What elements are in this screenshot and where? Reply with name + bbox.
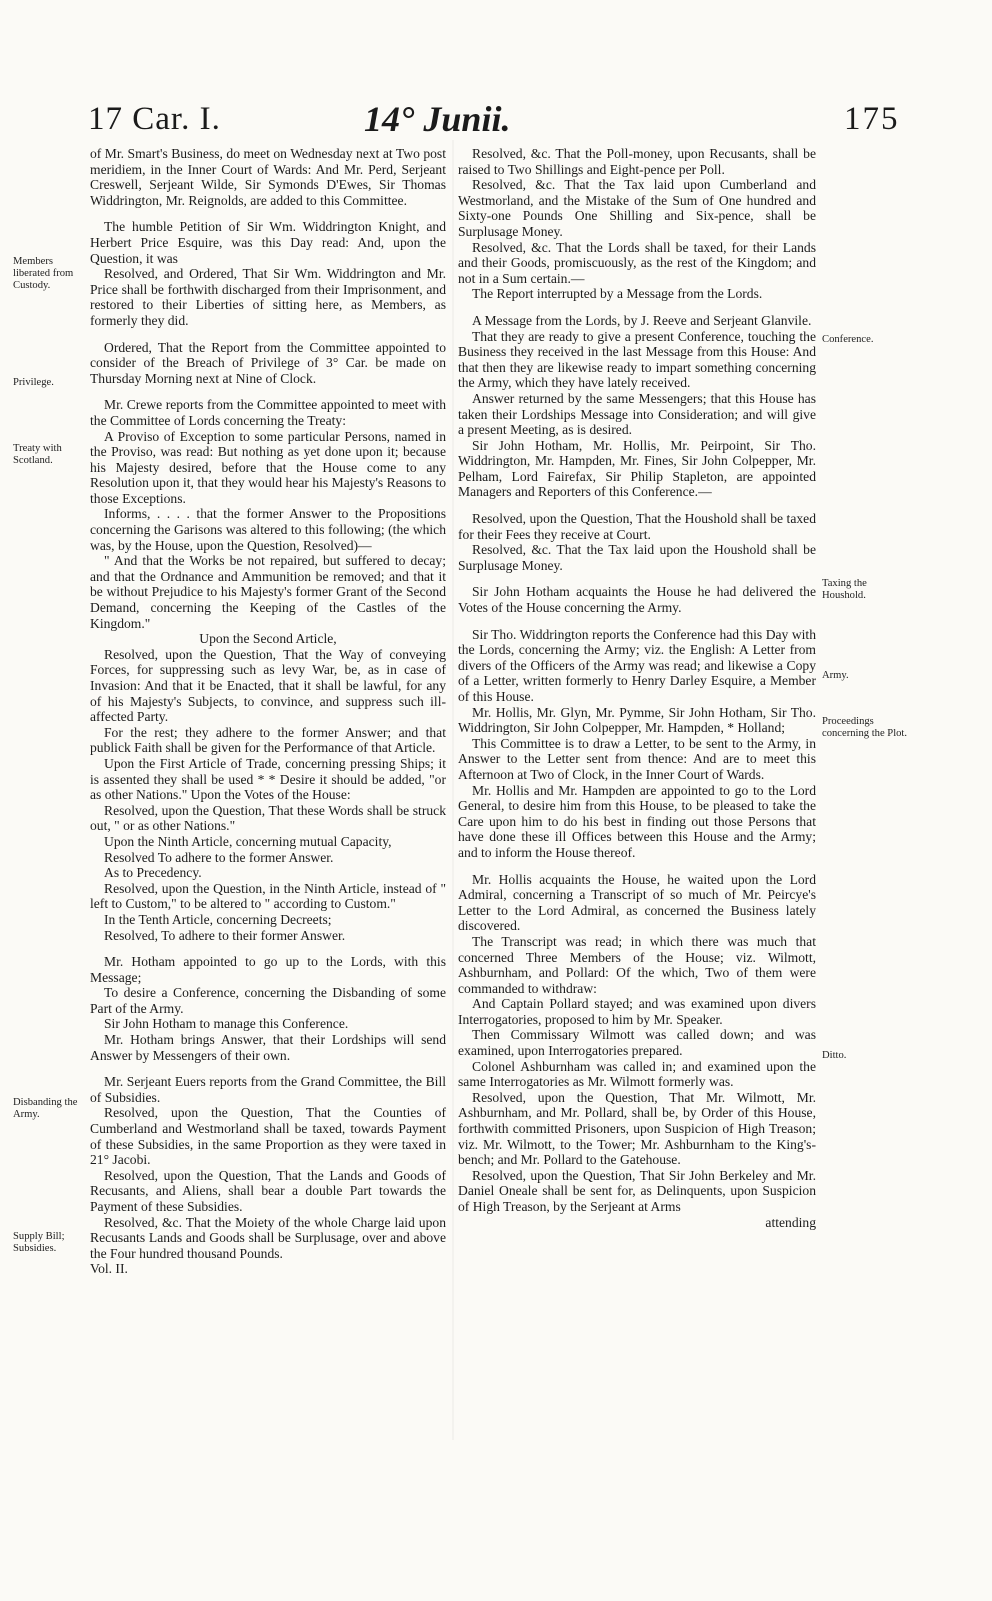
- margin-note-privilege: Privilege.: [13, 377, 54, 388]
- paragraph: That they are ready to give a present Conference, touching the Business they received in the last Message from this House: And that then they are likewise ready to impart something concerning the Army, which they have lately received.: [458, 328, 816, 391]
- catchword: attending: [765, 1214, 816, 1230]
- paragraph: Sir John Hotham, Mr. Hollis, Mr. Peirpoint, Sir Tho. Widdrington, Mr. Hampden, Mr. Fines, Sir John Colpepper, Mr. Pelham, Lord Fairefax, Sir Philip Stapleton, are appointed Managers and Reporters of this Conference.—: [458, 437, 816, 500]
- paragraph: Resolved, upon the Question, That these Words shall be struck out, " or as other Nations.": [90, 802, 446, 834]
- paragraph: Mr. Hotham appointed to go up to the Lords, with this Message;: [90, 954, 446, 985]
- margin-note-members-liberated: Members liberated from Custody.: [13, 256, 74, 291]
- paragraph: Mr. Serjeant Euers reports from the Grand Committee, the Bill of Subsidies.: [90, 1074, 446, 1105]
- header-regnal-year: 17 Car. I.: [88, 101, 221, 137]
- paragraph: Mr. Hollis acquaints the House, he waited upon the Lord Admiral, concerning a Transcript of so much of Mr. Peircye's Letter to the Lord Admiral, as concerned the Business lately discovered.: [458, 871, 816, 934]
- paragraph: As to Precedency.: [104, 865, 202, 881]
- paragraph: Then Commissary Wilmott was called down; and was examined, upon Interrogatories prepared.: [458, 1027, 816, 1059]
- paragraph: Colonel Ashburnham was called in; and examined upon the same Interrogatories as Mr. Wilmott formerly was.: [458, 1058, 816, 1090]
- paragraph: Resolved, &c. That the Poll-money, upon Recusants, shall be raised to Two Shillings and Eight-pence per Poll.: [458, 146, 816, 177]
- paragraph: Answer returned by the same Messengers; that this House has taken their Lordships Message into Consideration; and will give a present Meeting, as is desired.: [458, 390, 816, 438]
- margin-note-ditto: Ditto.: [822, 1050, 847, 1061]
- page-number: 175: [844, 101, 900, 137]
- paragraph: A Message from the Lords, by J. Reeve and Serjeant Glanvile.: [472, 312, 812, 328]
- volume-signature: Vol. II.: [90, 1261, 128, 1277]
- paragraph: Mr. Hollis, Mr. Glyn, Mr. Pymme, Sir John Hotham, Sir Tho. Widdrington, Sir John Colpepper, Mr. Hampden, * Holland;: [458, 704, 816, 736]
- paragraph: Informs, . . . . that the former Answer to the Propositions concerning the Garisons was altered to this following; (the which was, by the House, upon the Question, Resolved)—: [90, 506, 446, 553]
- margin-note-taxing: Taxing the Houshold.: [822, 578, 867, 601]
- paragraph: This Committee is to draw a Letter, to be sent to the Army, in Answer to the Letter sent from thence: And are to meet this Afternoon at Two of Clock, in the Inner Court of Wards.: [458, 735, 816, 782]
- paragraph: Resolved, and Ordered, That Sir Wm. Widdrington and Mr. Price shall be forthwith discharged from their Imprisonment, and restored to their Liberties of sitting here, as Members, as formerly they did.: [90, 266, 446, 328]
- paragraph: Resolved, upon the Question, That the Way of conveying Forces, for suppressing such as levy War, be, as in case of Invasion: And that it be Enacted, that it shall be lawful, for any of his Majesty's Subjects, to convince, and suppress such ill-affected Party.: [90, 646, 446, 725]
- paragraph: Resolved, upon the Question, That the Lands and Goods of Recusants, and Aliens, shall bear a double Part towards the Payment of these Subsidies.: [90, 1167, 446, 1214]
- left-column: [90, 146, 446, 1277]
- paragraph: For the rest; they adhere to the former Answer; and that publick Faith shall be given for the Performance of that Article.: [90, 724, 446, 756]
- paragraph: Resolved, &c. That the Tax laid upon the Houshold shall be Surplusage Money.: [458, 542, 816, 573]
- paragraph: In the Tenth Article, concerning Decreets;: [104, 911, 332, 927]
- paragraph: Upon the Ninth Article, concerning mutual Capacity,: [104, 833, 392, 849]
- margin-note-conference: Conference.: [822, 334, 874, 345]
- paragraph: And Captain Pollard stayed; and was examined upon divers Interrogatories, proposed to him by Mr. Speaker.: [458, 996, 816, 1027]
- paragraph: Sir John Hotham to manage this Conference.: [104, 1016, 349, 1032]
- paragraph: Resolved, To adhere to their former Answer.: [104, 927, 346, 943]
- paragraph: Ordered, That the Report from the Committee appointed to consider of the Breach of Privilege of 3° Car. be made on Thursday Morning next at Nine of Clock.: [90, 339, 446, 386]
- paragraph: Mr. Hollis and Mr. Hampden are appointed to go to the Lord General, to desire him from this House, to be pleased to take the Care upon him to do his best in finding out those Persons that have done these ill Offices between this House and the Army; and to inform the House thereof.: [458, 782, 816, 860]
- paragraph: Upon the Second Article,: [199, 631, 337, 647]
- margin-note-disbanding: Disbanding the Army.: [13, 1097, 78, 1120]
- paragraph: of Mr. Smart's Business, do meet on Wednesday next at Two post meridiem, in the Inner Court of Wards: And Mr. Perd, Serjeant Creswell, Serjeant Wilde, Sir Symonds D'Ewes, Sir Thomas Widdrington, Mr. Reignolds, are added to this Committee.: [90, 146, 446, 208]
- paragraph: Sir Tho. Widdrington reports the Conference had this Day with the Lords, concerning the Army; viz. the English: A Letter from divers of the Officers of the Army was read; and likewise a Copy of a Letter, written formerly to Henry Darley Esquire, a Member of this House.: [458, 626, 816, 704]
- paragraph: Sir John Hotham acquaints the House he had delivered the Votes of the House concerning the Army.: [458, 584, 816, 616]
- paragraph: A Proviso of Exception to some particular Persons, named in the Proviso, was read: But nothing as yet done upon it; because his Majesty desired, before that the House come to any Resolution upon it, that they would hear his Majesty's Reasons to those Exceptions.: [90, 428, 446, 506]
- running-header: [0, 97, 992, 147]
- margin-note-supply: Supply Bill; Subsidies.: [13, 1231, 65, 1254]
- paragraph: To desire a Conference, concerning the Disbanding of some Part of the Army.: [90, 985, 446, 1016]
- paragraph: Resolved, upon the Question, That the Counties of Cumberland and Westmorland shall be taxed, towards Payment of these Subsidies, in the same Proportion as they were taxed in 21° Jacobi.: [90, 1105, 446, 1168]
- paragraph: Resolved, &c. That the Lords shall be taxed, for their Lands and their Goods, promiscuously, as the rest of the Kingdom; and not in a Sum certain.—: [458, 239, 816, 286]
- paragraph: Resolved, upon the Question, That the Houshold shall be taxed for their Fees they receive at Court.: [458, 511, 816, 542]
- paragraph: The Transcript was read; in which there was much that concerned Three Members of the House; viz. Wilmott, Ashburnham, and Pollard: Of the which, Two of them were commanded to withdraw:: [458, 933, 816, 996]
- paragraph: Resolved To adhere to the former Answer.: [104, 849, 334, 865]
- paragraph: Resolved, &c. That the Moiety of the whole Charge laid upon Recusants Lands and Goods shall be Surplusage, over and above the Four hundred thousand Pounds.: [90, 1214, 446, 1261]
- paragraph: " And that the Works be not repaired, but suffered to decay; and that the Ordnance and Ammunition be removed; and that it be without Prejudice to his Majesty's former Grant of the Second Demand, concerning the Keeping of the Castles of the Kingdom.": [90, 553, 446, 631]
- paragraph: Mr. Crewe reports from the Committee appointed to meet with the Committee of Lords concerning the Treaty:: [90, 397, 446, 428]
- paragraph: The Report interrupted by a Message from the Lords.: [472, 286, 763, 302]
- paragraph: Resolved, &c. That the Tax laid upon Cumberland and Westmorland, and the Mistake of the Sum of One hundred and Sixty-one Pounds One Shilling and Six-pence, shall be Surplusage Money.: [458, 177, 816, 239]
- paragraph: The humble Petition of Sir Wm. Widdrington Knight, and Herbert Price Esquire, was this Day read: And, upon the Question, it was: [90, 219, 446, 266]
- header-date: 14° Junii.: [364, 99, 511, 139]
- paragraph: Resolved, upon the Question, That Sir John Berkeley and Mr. Daniel Oneale shall be sent for, as Delinquents, upon Suspicion of High Treason, by the Serjeant at Arms: [458, 1167, 816, 1214]
- paragraph: Resolved, upon the Question, in the Ninth Article, instead of " left to Custom," to be altered to " according to Custom.": [90, 880, 446, 912]
- paragraph: Upon the First Article of Trade, concerning pressing Ships; it is assented they shall be used * * Desire it should be added, "or as other Nations." Upon the Votes of the House:: [90, 755, 446, 803]
- margin-note-army: Army.: [822, 670, 849, 681]
- right-column: [458, 146, 816, 1230]
- margin-note-proceedings: Proceedings concerning the Plot.: [822, 716, 908, 739]
- paragraph: Mr. Hotham brings Answer, that their Lordships will send Answer by Messengers of their own.: [90, 1032, 446, 1063]
- gutter-shadow: [452, 140, 454, 1440]
- margin-note-treaty: Treaty with Scotland.: [13, 443, 62, 466]
- paragraph: Resolved, upon the Question, That Mr. Wilmott, Mr. Ashburnham, and Mr. Pollard, shall be, by Order of this House, forthwith committed Prisoners, upon Suspicion of High Treason; viz. Mr. Wilmott, to the Tower; Mr. Ashburnham to the King's-bench; and Mr. Pollard to the Gatehouse.: [458, 1089, 816, 1168]
